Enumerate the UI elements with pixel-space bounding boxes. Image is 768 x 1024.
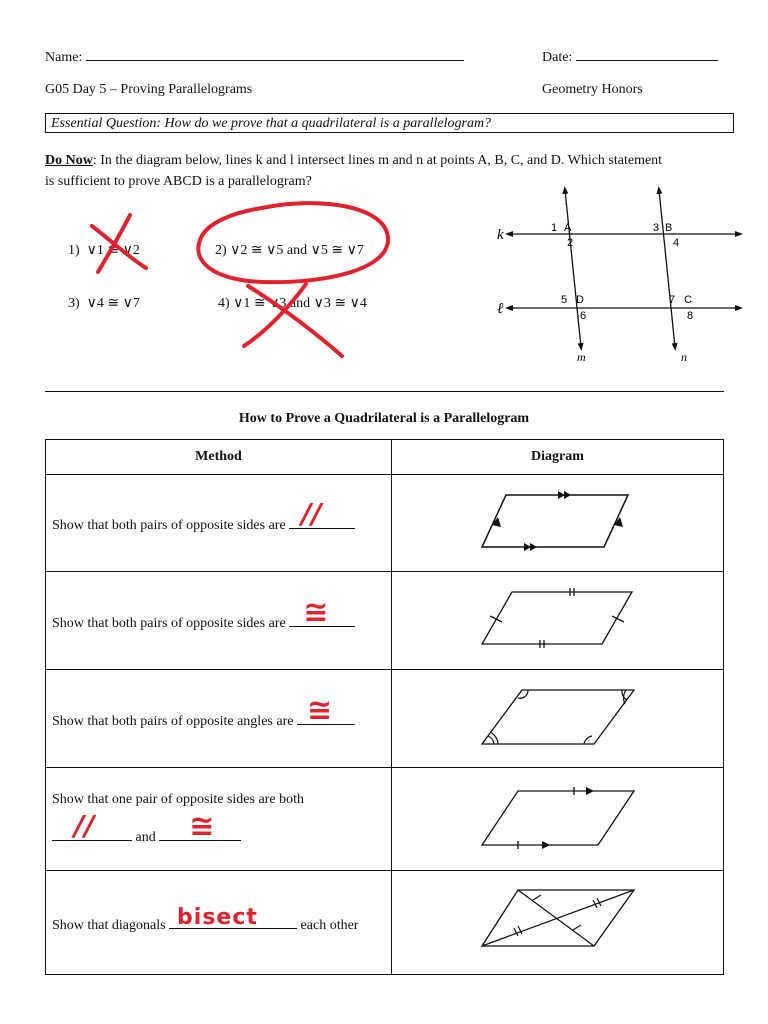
label-m: m [577, 350, 586, 364]
do-now-label: Do Now [45, 153, 93, 168]
one-pair-diagram [478, 777, 638, 857]
section-divider [45, 391, 724, 392]
choice-2-text: ∨2 ≅ ∨5 and ∨5 ≅ ∨7 [230, 243, 364, 258]
handwritten-answer: bisect [177, 904, 258, 930]
label-n: n [681, 350, 687, 364]
table-row [46, 871, 724, 975]
header-method: Method [46, 440, 392, 475]
section-title: How to Prove a Quadrilateral is a Parallelogram [238, 411, 530, 426]
methods-table [45, 439, 724, 975]
cross-choice-1-stroke-b [98, 215, 130, 272]
diagram-cell [392, 871, 724, 975]
label-angle-7: 7 [669, 294, 676, 306]
answer-blank[interactable] [169, 904, 297, 930]
handwritten-answer-2: ≅ [189, 809, 215, 844]
method-text: Show that both pairs of opposite sides are [52, 518, 286, 533]
table-row [46, 768, 724, 871]
header-diagram: Diagram [392, 440, 724, 475]
table-header-row [46, 440, 724, 475]
handwritten-answer: ≅ [306, 692, 333, 728]
do-now-line2: is sufficient to prove ABCD is a parallelogram? [45, 174, 312, 189]
date-label: Date: [542, 50, 573, 65]
name-label: Name: [45, 50, 83, 65]
choice-4-text: ∨1 ≅ ∨3 and ∨3 ≅ ∨4 [233, 296, 367, 311]
essential-question: Essential Question: How do we prove that a quadrilateral is a parallelogram? [45, 113, 734, 133]
label-l: ℓ [497, 301, 504, 317]
method-cell [46, 768, 392, 871]
diagram-cell [392, 572, 724, 670]
lesson-title: G05 Day 5 – Proving Parallelograms [45, 82, 253, 97]
choice-4-number: 4) [218, 296, 230, 311]
method-cell [46, 871, 392, 975]
method-text: Show that both pairs of opposite sides are [52, 615, 286, 631]
label-point-c: C [684, 294, 692, 306]
transversal-diagram [495, 185, 745, 370]
answer-blank-2[interactable] [159, 809, 241, 844]
method-cell [46, 572, 392, 670]
line-m [565, 190, 581, 347]
label-point-d: D [576, 294, 584, 306]
bisecting-diagonals-diagram [478, 880, 638, 960]
label-point-b: B [665, 222, 673, 234]
label-angle-5: 5 [561, 294, 568, 306]
method-cell [46, 670, 392, 768]
label-angle-4: 4 [673, 237, 680, 249]
answer-blank-1[interactable] [52, 809, 132, 842]
choice-1-number: 1) [68, 243, 80, 258]
method-answers [52, 809, 390, 846]
choice-2-number: 2) [215, 243, 227, 258]
diagram-cell [392, 768, 724, 871]
handwritten-answer: // [301, 497, 322, 530]
handwritten-answer-1: // [74, 809, 95, 842]
label-angle-1: 1 [551, 222, 558, 234]
diagram-cell [392, 475, 724, 572]
handwritten-answer: ≅ [303, 594, 329, 630]
table-row [46, 572, 724, 670]
line-n [659, 190, 675, 347]
choice-3-text: ∨4 ≅ ∨7 [86, 296, 140, 311]
label-k: k [497, 227, 504, 243]
method-text: Show that both pairs of opposite angles are [52, 713, 294, 729]
course-name: Geometry Honors [542, 82, 643, 97]
label-point-a: A [564, 222, 572, 234]
diagram-cell [392, 670, 724, 768]
cross-choice-4-stroke-b [244, 284, 306, 346]
method-text-after: each other [300, 917, 359, 933]
label-angle-8: 8 [687, 310, 694, 322]
table-row [46, 475, 724, 572]
answer-blank[interactable] [289, 497, 355, 530]
choice-3-number: 3) [68, 296, 80, 311]
method-text-before: Show that diagonals [52, 917, 166, 933]
method-text: Show that one pair of opposite sides are both [52, 792, 304, 807]
table-row [46, 670, 724, 768]
and-text: and [135, 830, 156, 845]
congruent-sides-diagram [478, 578, 638, 658]
label-angle-6: 6 [580, 310, 587, 322]
answer-blank[interactable] [297, 692, 355, 728]
circle-choice-2 [198, 203, 388, 282]
do-now-line1: : In the diagram below, lines k and l intersect lines m and n at points A, B, C, and D. Which statement [92, 153, 663, 168]
label-angle-3: 3 [653, 222, 660, 234]
method-cell [46, 475, 392, 572]
answer-blank[interactable] [289, 594, 355, 630]
congruent-angles-diagram [478, 676, 638, 756]
label-angle-2: 2 [567, 237, 574, 249]
choice-1-text: ∨1 ≅ ∨2 [86, 243, 140, 258]
parallel-sides-diagram [478, 481, 638, 561]
